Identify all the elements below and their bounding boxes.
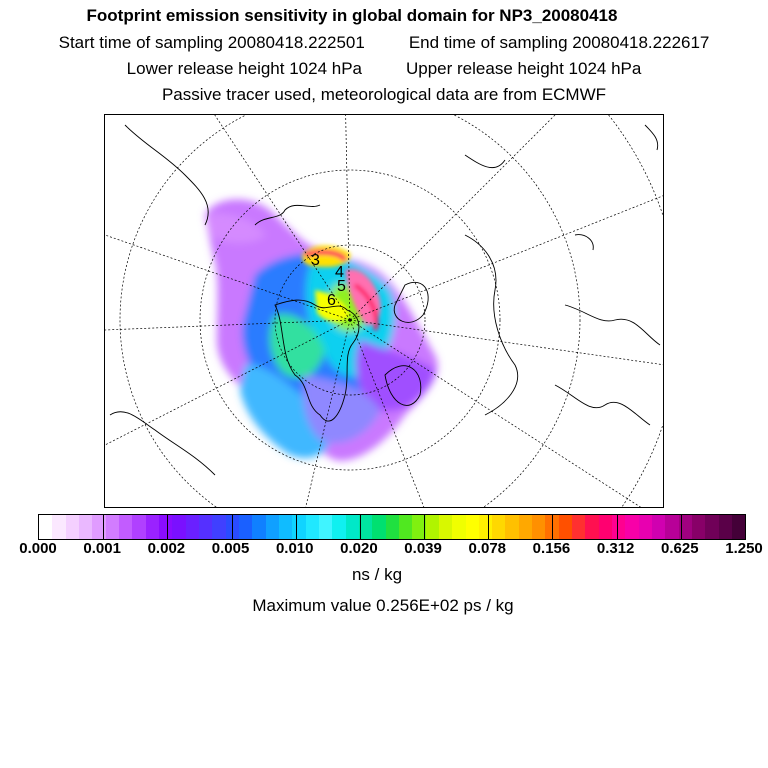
- colorbar: [38, 514, 746, 540]
- colorbar-cell: [625, 515, 638, 539]
- colorbar-cell: [386, 515, 399, 539]
- colorbar-cell: [492, 515, 505, 539]
- release-heights: [0, 59, 768, 79]
- colorbar-cell: [652, 515, 665, 539]
- colorbar-tick-label: 0.020: [340, 540, 378, 557]
- colorbar-cell: [452, 515, 465, 539]
- sensitivity-field: [205, 199, 438, 461]
- colorbar-cell: [639, 515, 652, 539]
- colorbar-cell: [692, 515, 705, 539]
- lower-release-label: Lower release height 1024 hPa: [126, 59, 362, 78]
- colorbar-tick-label: 0.312: [596, 540, 635, 557]
- colorbar-cell: [119, 515, 132, 539]
- colorbar-tick: [552, 515, 553, 539]
- colorbar-cell: [39, 515, 52, 539]
- colorbar-cell: [559, 515, 572, 539]
- colorbar-tick-label: 0.010: [275, 540, 314, 557]
- colorbar-cell: [372, 515, 385, 539]
- colorbar-tick: [681, 515, 682, 539]
- colorbar-cell: [719, 515, 732, 539]
- upper-release-label: Upper release height 1024 hPa: [406, 59, 642, 78]
- colorbar-cell: [146, 515, 159, 539]
- colorbar-cell: [612, 515, 625, 539]
- colorbar-tick: [167, 515, 168, 539]
- colorbar-cell: [346, 515, 359, 539]
- colorbar-cell: [239, 515, 252, 539]
- colorbar-cell: [132, 515, 145, 539]
- colorbar-tick: [617, 515, 618, 539]
- colorbar-cell: [106, 515, 119, 539]
- sampling-times: [0, 33, 768, 53]
- colorbar-tick: [103, 515, 104, 539]
- tracer-info: Passive tracer used, meteorological data are from ECMWF: [161, 85, 607, 104]
- contour-label-6: 6: [327, 292, 336, 309]
- colorbar-cell: [599, 515, 612, 539]
- map-title: Footprint emission sensitivity in global domain for NP3_20080418: [86, 6, 618, 25]
- colorbar-cell: [572, 515, 585, 539]
- colorbar-cell: [466, 515, 479, 539]
- start-time-label: Start time of sampling 20080418.222501: [58, 33, 365, 52]
- colorbar-cell: [426, 515, 439, 539]
- colorbar-cell: [519, 515, 532, 539]
- colorbar-cell: [252, 515, 265, 539]
- colorbar-cell: [172, 515, 185, 539]
- colorbar-cell: [505, 515, 518, 539]
- colorbar-cell: [399, 515, 412, 539]
- units-label: ns / kg: [351, 565, 403, 584]
- map-panel: [104, 114, 664, 508]
- colorbar-cell: [665, 515, 678, 539]
- colorbar-cell: [319, 515, 332, 539]
- contour-label-5: 5: [337, 278, 346, 295]
- colorbar-tick-label: 1.250: [725, 540, 763, 557]
- colorbar-tick-label: 0.000: [19, 540, 57, 557]
- colorbar-tick: [488, 515, 489, 539]
- colorbar-tick: [296, 515, 297, 539]
- colorbar-cell: [159, 515, 172, 539]
- polar-map: [105, 115, 663, 507]
- colorbar-cell: [279, 515, 292, 539]
- colorbar-cell: [292, 515, 305, 539]
- colorbar-cell: [439, 515, 452, 539]
- colorbar-cell: [186, 515, 199, 539]
- colorbar-tick-label: 0.156: [532, 540, 571, 557]
- contour-label-3: 3: [311, 252, 320, 269]
- colorbar-cell: [66, 515, 79, 539]
- colorbar-cell: [199, 515, 212, 539]
- maximum-value-label: Maximum value 0.256E+02 ps / kg: [252, 596, 514, 615]
- colorbar-tick-label: 0.625: [661, 540, 699, 557]
- colorbar-tick: [360, 515, 361, 539]
- colorbar-cell: [732, 515, 745, 539]
- colorbar-cell: [332, 515, 345, 539]
- colorbar-tick-label: 0.039: [404, 540, 442, 557]
- colorbar-tick: [232, 515, 233, 539]
- colorbar-cell: [52, 515, 65, 539]
- colorbar-cell: [306, 515, 319, 539]
- colorbar-cell: [705, 515, 718, 539]
- colorbar-tick-label: 0.001: [83, 540, 121, 557]
- contour-label-4: 4: [335, 264, 344, 281]
- colorbar-tick-label: 0.078: [468, 540, 507, 557]
- colorbar-cell: [79, 515, 92, 539]
- colorbar-cell: [532, 515, 545, 539]
- colorbar-cell: [585, 515, 598, 539]
- colorbar-tick: [424, 515, 425, 539]
- end-time-label: End time of sampling 20080418.222617: [408, 33, 710, 52]
- colorbar-tick-label: 0.002: [147, 540, 186, 557]
- colorbar-tick-label: 0.005: [211, 540, 250, 557]
- colorbar-cell: [212, 515, 225, 539]
- colorbar-cell: [266, 515, 279, 539]
- colorbar-cell: [479, 515, 492, 539]
